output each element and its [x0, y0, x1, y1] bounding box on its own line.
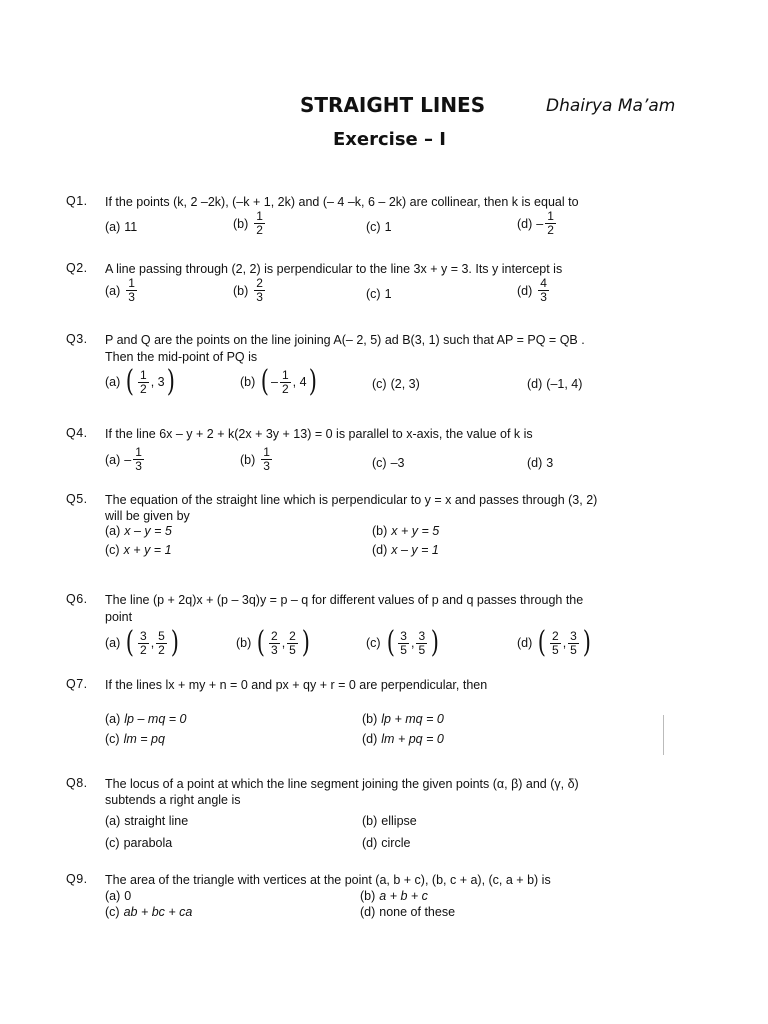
option-label: (c): [366, 220, 381, 234]
fraction-denominator: 2: [281, 381, 289, 396]
fraction-denominator: 3: [263, 459, 270, 473]
left-paren: (: [386, 625, 395, 660]
margin-rule: [663, 715, 664, 755]
fraction-numerator: 2: [271, 628, 278, 643]
question-text-line2: point: [105, 610, 133, 624]
fraction-denominator: 2: [256, 223, 263, 237]
option-value: x – y = 1: [391, 543, 439, 557]
fraction-numerator: 3: [140, 628, 147, 643]
fraction-numerator: 1: [256, 209, 263, 223]
option-label: (a): [105, 283, 121, 298]
option-c: [366, 220, 392, 234]
question-text-line2: subtends a right angle is: [105, 793, 241, 807]
option-value: 1: [384, 287, 392, 301]
fraction-numerator: 1: [135, 445, 142, 459]
option-value: lp – mq = 0: [124, 712, 187, 726]
fraction: [280, 369, 291, 396]
fraction: [254, 277, 265, 304]
option-a: [105, 889, 131, 903]
option-d: [517, 277, 551, 304]
left-paren: (: [126, 364, 135, 399]
option-label: (c): [366, 287, 381, 301]
fraction-numerator: 3: [570, 628, 577, 643]
question-text: If the points (k, 2 –2k), (–k + 1, 2k) and (– 4 –k, 6 – 2k) are collinear, then k is equal to: [105, 195, 579, 209]
option-label: (d): [362, 732, 378, 746]
fraction: [133, 446, 144, 473]
fraction: [261, 446, 272, 473]
coordinate-pair: [124, 364, 176, 399]
option-a: [105, 625, 181, 660]
fraction-denominator: 5: [289, 642, 296, 657]
fraction-numerator: 5: [158, 628, 165, 643]
question-text: P and Q are the points on the line joining A(– 2, 5) ad B(3, 1) such that AP = PQ = QB .: [105, 333, 585, 347]
fraction-numerator: 1: [281, 367, 289, 382]
right-paren: ): [166, 364, 175, 399]
left-paren: (: [538, 625, 547, 660]
option-value: x – y = 5: [124, 524, 172, 538]
fraction: [545, 210, 556, 237]
fraction-numerator: 1: [547, 209, 554, 223]
fraction-denominator: 2: [140, 381, 147, 396]
right-paren: ): [301, 625, 310, 660]
option-label: (d): [372, 543, 388, 557]
fraction-numerator: 2: [552, 628, 559, 643]
left-paren: (: [257, 625, 266, 660]
option-label: (b): [240, 452, 256, 467]
option-value: ellipse: [381, 814, 417, 828]
fraction-denominator: 3: [135, 459, 142, 473]
option-c: [105, 732, 165, 746]
option-label: (a): [105, 220, 121, 234]
option-label: (b): [233, 283, 249, 298]
fraction-denominator: 5: [418, 642, 426, 657]
option-b: [240, 446, 274, 473]
option-a: [105, 524, 172, 538]
option-label: (a): [105, 524, 121, 538]
option-label: (b): [360, 889, 376, 903]
question-text: A line passing through (2, 2) is perpendicular to the line 3x + y = 3. Its y intercept is: [105, 262, 563, 276]
fraction: [138, 369, 149, 396]
option-d: [527, 456, 553, 470]
fraction-numerator: 2: [256, 276, 263, 290]
exercise-subtitle: Exercise – I: [333, 129, 446, 150]
option-label: (d): [527, 377, 543, 391]
fraction: [398, 630, 409, 657]
option-label: (a): [105, 712, 121, 726]
option-a: [105, 277, 139, 304]
option-d: [362, 732, 444, 746]
option-label: (d): [517, 636, 533, 650]
option-label: (b): [362, 712, 378, 726]
fraction-denominator: 3: [540, 290, 547, 304]
question-number: Q1.: [66, 194, 88, 208]
option-value: lm = pq: [123, 732, 165, 746]
fraction-denominator: 2: [158, 642, 165, 657]
fraction: [287, 630, 298, 657]
question-text: The equation of the straight line which is perpendicular to y = x and passes through (3, 2): [105, 493, 598, 507]
option-d: [517, 210, 558, 237]
option-value: 1: [384, 220, 392, 234]
fraction-numerator: 1: [263, 445, 270, 459]
option-value: a + b + c: [379, 889, 428, 903]
option-a: [105, 446, 146, 473]
right-paren: ): [430, 625, 440, 660]
fraction: [538, 277, 549, 304]
fraction: [550, 630, 561, 657]
fraction: [416, 630, 427, 657]
pair-rest: , 3: [150, 375, 165, 389]
option-label: (b): [372, 524, 388, 538]
option-value: –3: [390, 456, 405, 470]
question-number: Q2.: [66, 261, 88, 275]
option-label: (b): [240, 375, 256, 389]
option-label: (a): [105, 636, 121, 650]
option-label: (c): [105, 905, 120, 919]
option-b: [362, 814, 417, 828]
option-b: [233, 277, 267, 304]
option-c: [366, 625, 441, 660]
option-label: (c): [105, 836, 120, 850]
option-c: [105, 905, 192, 919]
option-value: 11: [124, 220, 138, 234]
option-label: (d): [517, 283, 533, 298]
option-b: [233, 210, 267, 237]
option-value: 3: [546, 456, 554, 470]
option-label: (a): [105, 452, 121, 467]
fraction-denominator: 2: [140, 642, 147, 657]
option-label: (a): [105, 375, 121, 389]
fraction-numerator: 1: [128, 276, 135, 290]
option-d: [360, 905, 455, 919]
option-label: (c): [366, 636, 381, 650]
author-name: Dhairya Ma’am: [546, 96, 676, 116]
option-a: [105, 364, 176, 399]
sign: –: [536, 216, 544, 231]
fraction-numerator: 4: [540, 276, 547, 290]
fraction-numerator: 1: [140, 367, 147, 382]
question-text: The line (p + 2q)x + (p – 3q)y = p – q for different values of p and q passes through the: [105, 593, 584, 607]
fraction-denominator: 3: [128, 290, 135, 304]
option-d: [362, 836, 410, 850]
option-value: straight line: [124, 814, 189, 828]
fraction-denominator: 5: [570, 642, 577, 657]
fraction-denominator: 2: [547, 223, 554, 237]
option-b: [372, 524, 439, 538]
fraction: [138, 630, 149, 657]
option-label: (a): [105, 814, 121, 828]
option-label: (b): [236, 636, 252, 650]
option-label: (d): [360, 905, 376, 919]
fraction-numerator: 2: [289, 628, 296, 643]
question-text: The locus of a point at which the line segment joining the given points (α, β) and (γ, δ): [105, 777, 579, 791]
option-b: [360, 889, 428, 903]
left-paren: (: [126, 625, 135, 660]
question-number: Q7.: [66, 677, 88, 691]
coordinate-pair: ( $\frac{3}{5}$ , $\frac{3}{5}$ ): [386, 625, 440, 660]
option-d: [527, 377, 582, 391]
option-value: circle: [381, 836, 411, 850]
fraction: [254, 210, 265, 237]
option-value: 0: [124, 889, 132, 903]
option-value: x + y = 5: [391, 524, 440, 538]
option-value: (2, 3): [390, 377, 420, 391]
question-text-line2: Then the mid-point of PQ is: [105, 350, 258, 364]
fraction: [126, 277, 137, 304]
option-label: (c): [105, 732, 120, 746]
coordinate-pair: ( $\frac{2}{5}$ , $\frac{3}{5}$ ): [538, 625, 591, 660]
coordinate-pair: ( $\frac{3}{2}$ , $\frac{5}{2}$ ): [126, 625, 179, 660]
option-b: [362, 712, 444, 726]
option-a: [105, 814, 188, 828]
question-number: Q9.: [66, 872, 88, 886]
fraction-denominator: 3: [271, 642, 278, 657]
option-value: lp + mq = 0: [381, 712, 444, 726]
question-text: The area of the triangle with vertices at the point (a, b + c), (b, c + a), (c, a + b) is: [105, 873, 551, 887]
question-number: Q5.: [66, 492, 88, 506]
fraction-denominator: 5: [400, 642, 407, 657]
option-label: (c): [372, 377, 387, 391]
option-label: (d): [527, 456, 543, 470]
option-c: [366, 287, 392, 301]
fraction-numerator: 3: [400, 628, 407, 643]
option-a: [105, 712, 186, 726]
question-number: Q6.: [66, 592, 88, 606]
option-value: x + y = 1: [123, 543, 172, 557]
option-label: (a): [105, 889, 121, 903]
option-c: [105, 543, 172, 557]
question-text: If the lines lx + my + n = 0 and px + qy + r = 0 are perpendicular, then: [105, 678, 488, 692]
option-b: [240, 364, 318, 399]
fraction: [269, 630, 280, 657]
option-label: (b): [362, 814, 378, 828]
option-d: [517, 625, 593, 660]
option-label: (d): [517, 216, 533, 231]
pair-rest: , 4: [292, 375, 307, 389]
fraction: [568, 630, 579, 657]
fraction-numerator: 3: [418, 628, 426, 643]
option-value: none of these: [379, 905, 456, 919]
option-value: (–1, 4): [546, 377, 583, 391]
option-label: (b): [233, 216, 249, 231]
coordinate-pair: ( $\frac{2}{3}$ , $\frac{2}{5}$ ): [257, 625, 310, 660]
fraction: [156, 630, 167, 657]
option-b: [236, 625, 312, 660]
fraction-denominator: 5: [552, 642, 559, 657]
option-c: [372, 456, 404, 470]
right-paren: ): [582, 625, 591, 660]
fraction-denominator: 3: [256, 290, 263, 304]
option-c: [372, 377, 420, 391]
question-number: Q8.: [66, 776, 88, 790]
question-number: Q4.: [66, 426, 88, 440]
option-c: [105, 836, 172, 850]
question-number: Q3.: [66, 332, 88, 346]
question-text-line2: will be given by: [105, 509, 190, 523]
option-a: [105, 220, 137, 234]
option-label: (d): [362, 836, 378, 850]
option-value: parabola: [123, 836, 173, 850]
sign: –: [124, 452, 132, 467]
left-paren: (: [261, 364, 270, 399]
page-title: STRAIGHT LINES: [300, 93, 486, 117]
sign: –: [271, 375, 278, 389]
option-value: ab + bc + ca: [123, 905, 193, 919]
option-d: [372, 543, 439, 557]
right-paren: ): [170, 625, 179, 660]
coordinate-pair: [259, 364, 318, 399]
question-text: If the line 6x – y + 2 + k(2x + 3y + 13) = 0 is parallel to x-axis, the value of k is: [105, 427, 533, 441]
right-paren: ): [308, 364, 317, 399]
option-value: lm + pq = 0: [381, 732, 444, 746]
option-label: (c): [105, 543, 120, 557]
option-label: (c): [372, 456, 387, 470]
